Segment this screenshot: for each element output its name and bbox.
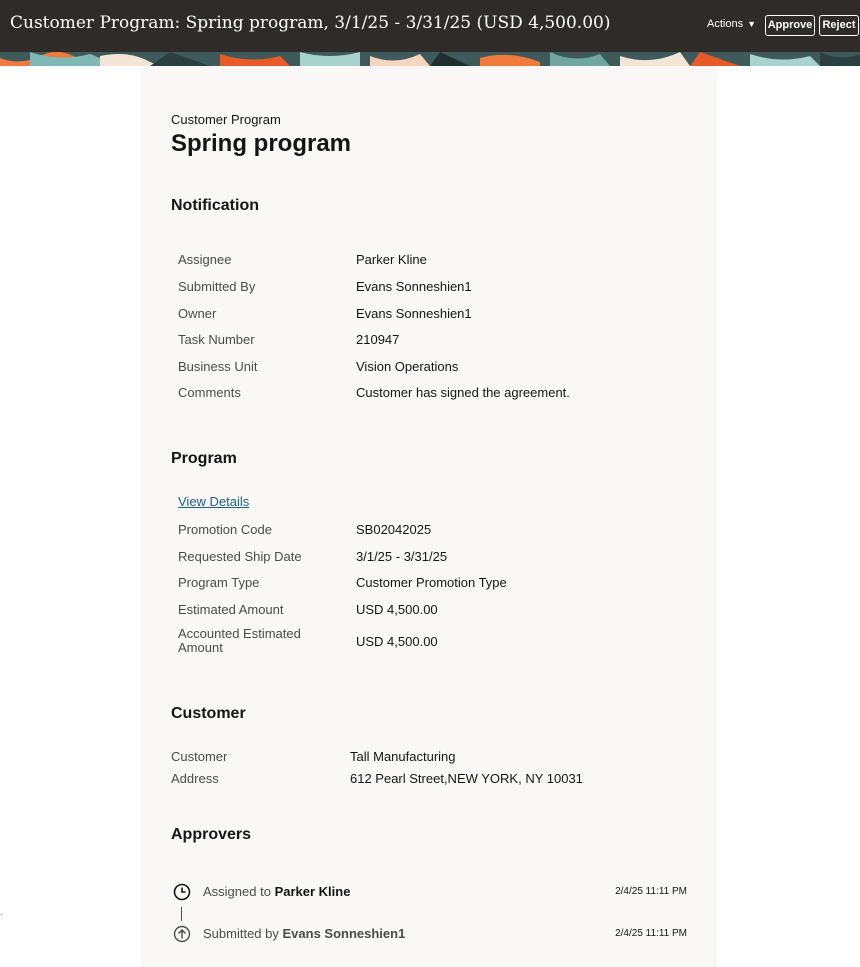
submitted-by-label: Submitted By [178,279,256,294]
approvers-heading: Approvers [171,826,252,843]
submitted-by-value: Evans Sonneshien1 [356,279,472,294]
customer-heading: Customer [171,705,246,722]
customer-value: Tall Manufacturing [350,749,456,764]
notification-heading: Notification [171,197,259,214]
actions-menu[interactable] [707,18,756,30]
program-type-label: Program Type [178,575,260,590]
promotion-code-value: SB02042025 [356,522,432,537]
address-value: 612 Pearl Street,NEW YORK, NY 10031 [350,771,583,786]
assignee-label: Assignee [178,252,232,267]
task-number-value: 210947 [356,332,400,347]
header-bar [0,0,860,52]
promotion-code-label: Promotion Code [178,522,272,537]
actions-label: Actions [707,18,744,30]
accounted-estimated-amount-value: USD 4,500.00 [356,634,438,649]
business-unit-value: Vision Operations [356,359,459,374]
header-title: Customer Program: Spring program, 3/1/25 - 3/31/25 (USD 4,500.00) [10,13,611,33]
page-eyebrow: Customer Program [171,112,281,127]
approver-name: Parker Kline [274,884,351,899]
business-unit-label: Business Unit [178,359,258,374]
estimated-amount-label: Estimated Amount [178,602,284,617]
requested-ship-date-value: 3/1/25 - 3/31/25 [356,549,448,564]
banner-pattern [0,52,860,66]
approver-time: 2/4/25 11:11 PM [615,886,687,897]
approver-prefix: Assigned to [203,884,271,899]
main-card [141,66,717,967]
approver-row-assigned [171,882,691,902]
approver-name: Evans Sonneshien1 [282,926,406,941]
approver-prefix: Submitted by [203,926,279,941]
decorative-banner [0,52,860,66]
approver-connector-line [181,907,182,921]
approver-text [203,884,350,899]
approve-button[interactable]: Approve [765,15,815,36]
clock-icon [173,883,191,901]
comments-label: Comments [178,385,241,400]
comments-value: Customer has signed the agreement. [356,385,570,400]
arrow-up-circle-icon [173,925,191,943]
requested-ship-date-label: Requested Ship Date [178,549,302,564]
assignee-value: Parker Kline [356,252,427,267]
owner-value: Evans Sonneshien1 [356,306,472,321]
task-number-label: Task Number [178,332,255,347]
page-title: Spring program [171,130,352,157]
accounted-estimated-amount-label: Accounted Estimated Amount [178,626,301,655]
owner-label: Owner [178,306,217,321]
view-details-link[interactable]: View Details [178,494,250,509]
approver-time: 2/4/25 11:11 PM [615,928,687,939]
address-label: Address [171,771,219,786]
edge-mark: · [0,910,3,919]
customer-label: Customer [171,749,228,764]
caret-down-icon: ▼ [747,19,756,29]
estimated-amount-value: USD 4,500.00 [356,602,438,617]
approver-text [203,926,405,941]
program-heading: Program [171,450,237,467]
reject-button[interactable]: Reject [819,15,859,36]
program-type-value: Customer Promotion Type [356,575,507,590]
approver-row-submitted [171,924,691,944]
